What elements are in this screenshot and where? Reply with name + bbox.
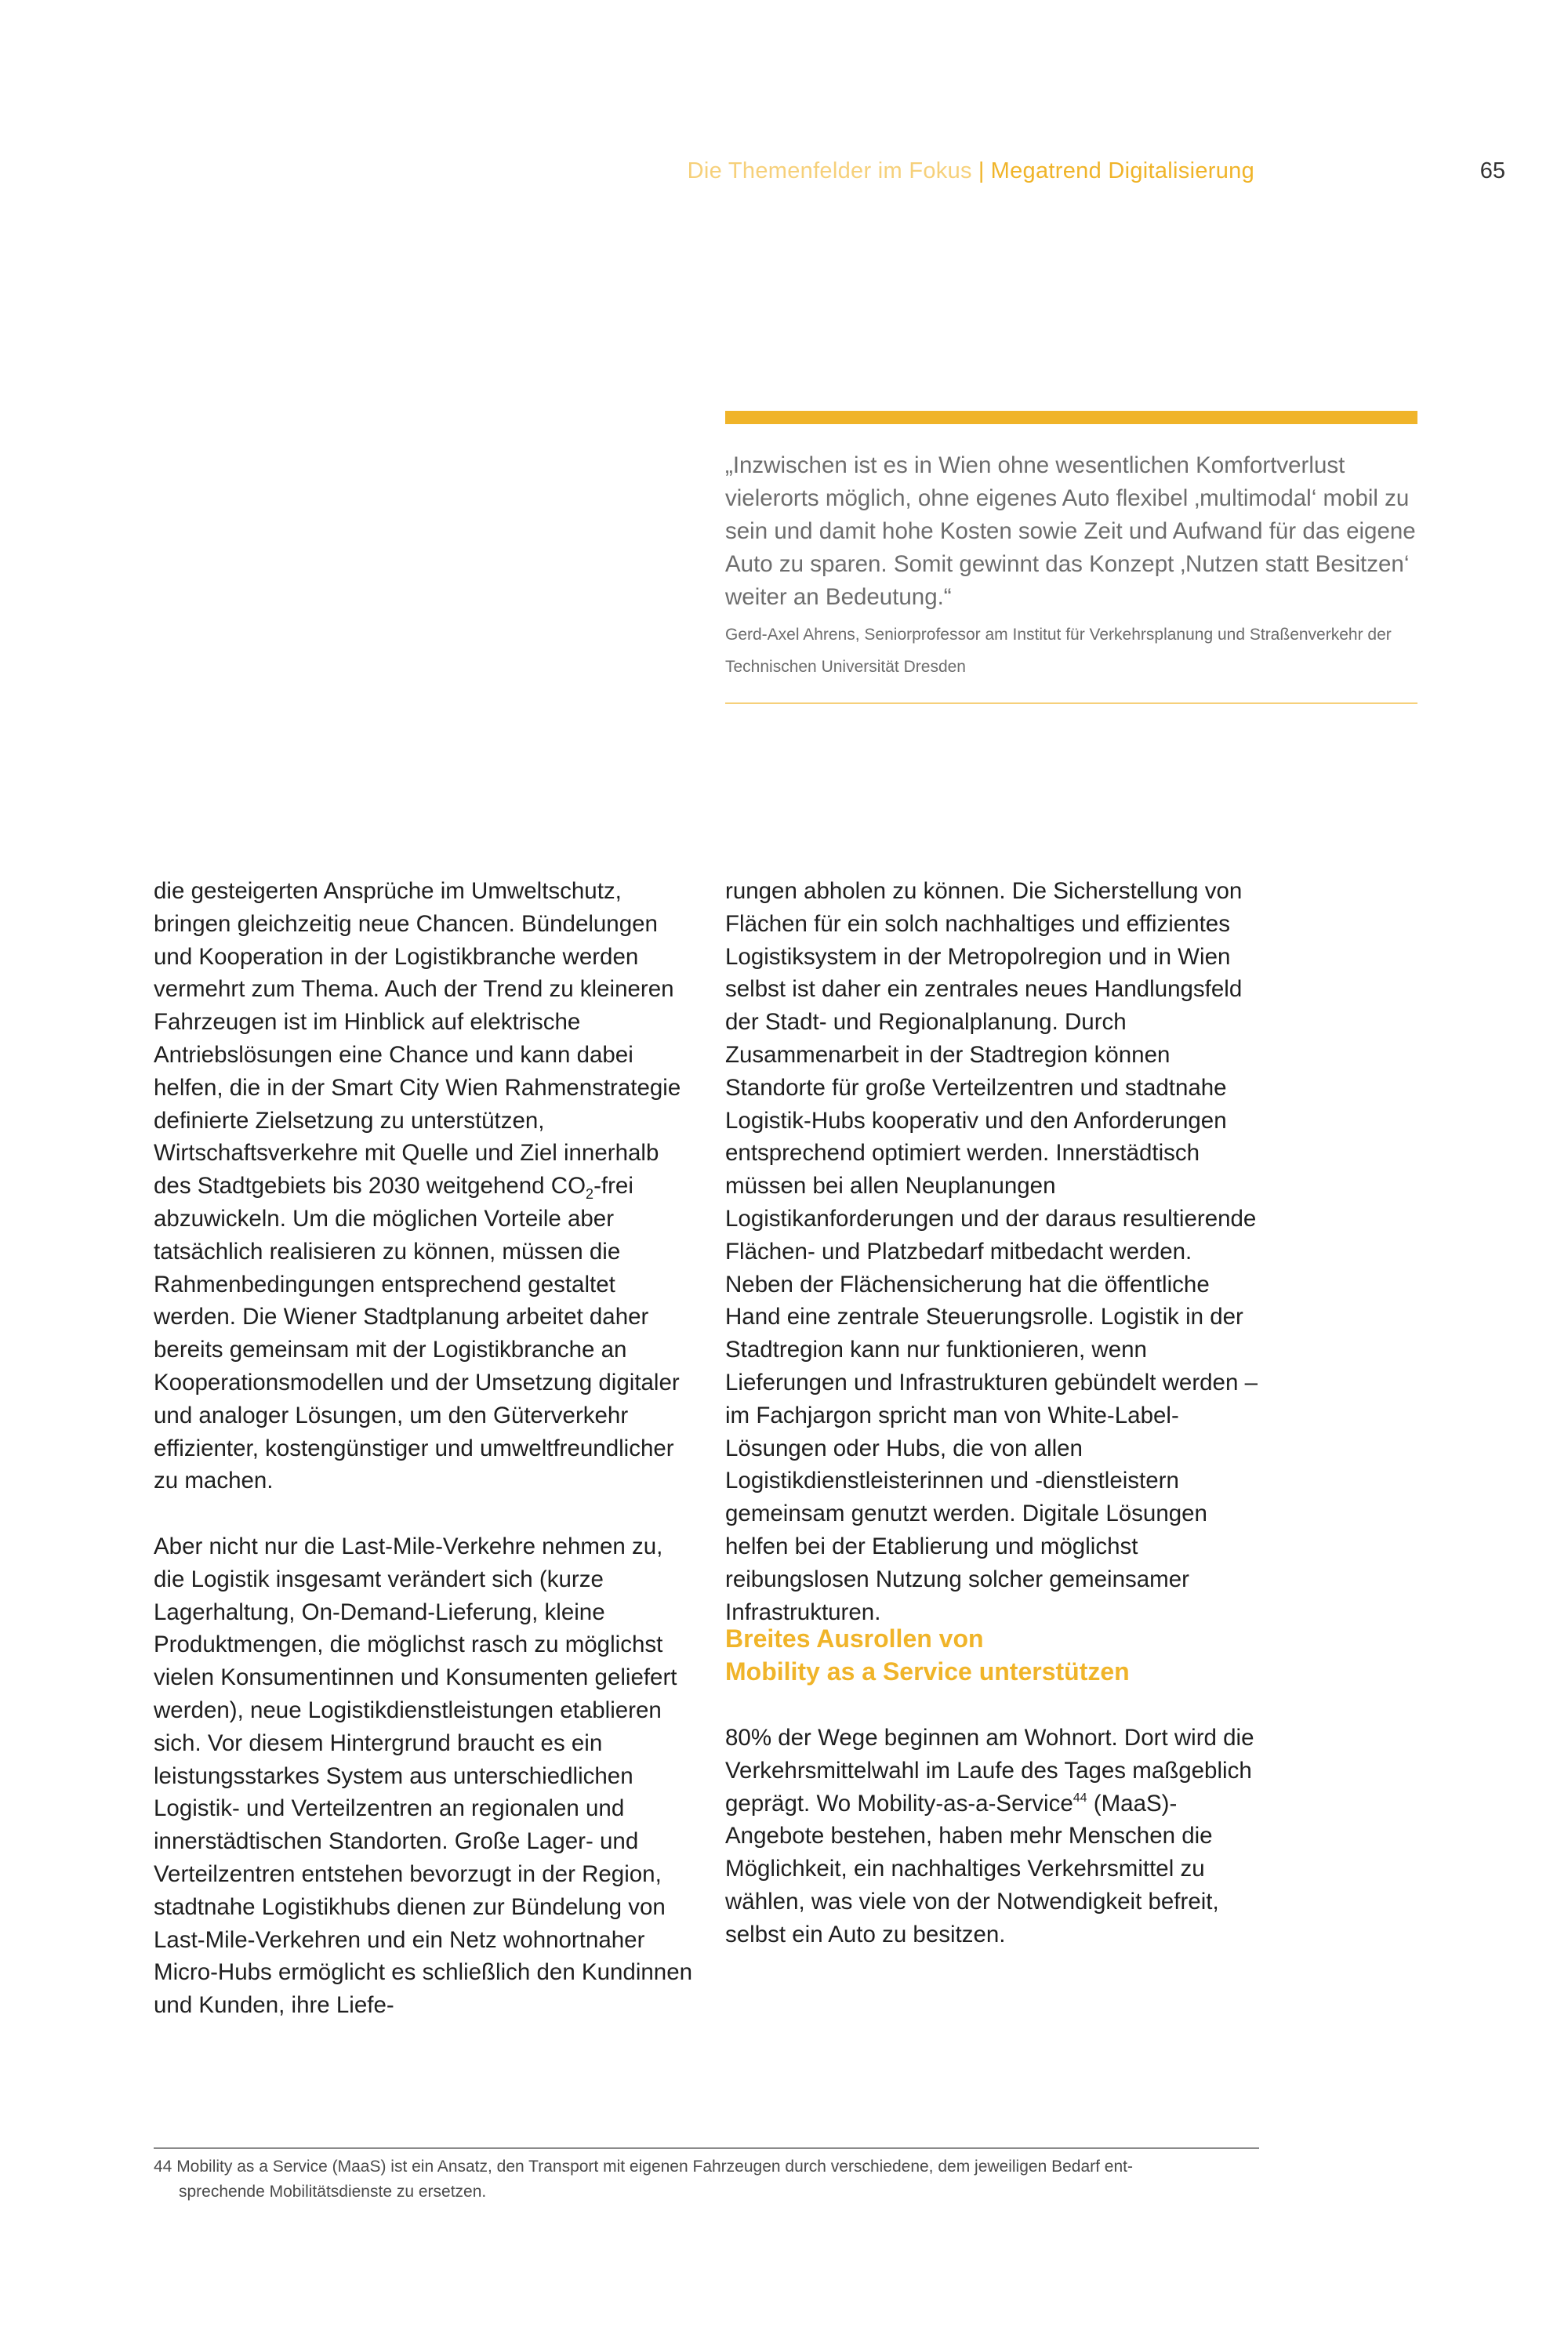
page-number: 65 — [1479, 158, 1505, 183]
maas-section-body — [725, 1722, 1266, 1951]
quote-divider — [725, 702, 1417, 704]
quote-accent-bar — [725, 411, 1417, 424]
maas-heading-line-1: Breites Ausrollen von — [725, 1624, 984, 1653]
footnote-divider — [154, 2147, 1259, 2149]
co2-subscript: 2 — [586, 1186, 594, 1203]
left-paragraph-2: Aber nicht nur die Last-Mile-Verkehre nehmen zu, die Logistik insgesamt verändert sich (kurze Lagerhaltung, On-Demand-Lieferung, kleine Produktmengen, die möglichst rasch zu möglichst vielen Konsumentinnen und Konsumenten geliefert werden), neue Logistikdienstleistungen etablieren sich. Vor diesem Hintergrund braucht es ein leistungsstarkes System aus unterschiedlichen Logistik- und Verteilzentren an regionalen und innerstädtischen Standorten. Große Lager- und Verteilzentren entstehen bevorzugt in der Region, stadtnahe Logistikhubs dienen zur Bündelung von Last-Mile-Verkehren und ein Netz wohnortnaher Micro-Hubs ermöglicht es schließlich den Kundinnen und Kunden, ihre Liefe- — [154, 1533, 693, 2019]
footnote-reference-44[interactable]: 44 — [1073, 1791, 1087, 1805]
right-text-column — [725, 875, 1266, 1628]
left-paragraph-1 — [154, 875, 695, 1497]
header-topic-title: Megatrend Digitalisierung — [990, 158, 1254, 183]
maas-paragraph-part1: 80% der Wege beginnen am Wohnort. Dort wird die Verkehrsmittelwahl im Laufe des Tages maßgeblich geprägt. Wo Mobility-as-a-Service — [725, 1725, 1254, 1817]
right-paragraph-1: rungen abholen zu können. Die Sicherstellung von Flächen für ein solch nachhaltiges und effizientes Logistiksystem in der Metropolregion und in Wien selbst ist daher ein zentrales neues Handlungsfeld der Stadt- und Regionalplanung. Durch Zusammenarbeit in der Stadtregion können Standorte für große Verteilzentren und stadtnahe Logistik-Hubs kooperativ und den Anforderungen entsprechend optimiert werden. Innerstädtisch müssen bei allen Neuplanungen Logistikanforderungen und der daraus resultierende Flächen- und Platzbedarf mitbedacht werden. Neben der Flächensicherung hat die öffentliche Hand eine zentrale Steuerungsrolle. Logistik in der Stadtregion kann nur funktionieren, wenn Lieferungen und Infrastrukturen gebündelt werden – im Fachjargon spricht man von White-Label-Lösungen oder Hubs, die von allen Logistikdienstleisterinnen und -dienstleistern gemeinsam genutzt werden. Digitale Lösungen helfen bei der Etablierung und möglichst reibungslosen Nutzung solcher gemeinsamer Infrastrukturen. — [725, 878, 1258, 1625]
left-text-column — [154, 875, 695, 2022]
footnote-line-2: sprechende Mobilitätsdienste zu ersetzen. — [179, 2183, 487, 2201]
header-separator: | — [978, 158, 985, 183]
pull-quote-text: „Inzwischen ist es in Wien ohne wesentlichen Komfortverlust vielerorts möglich, ohne eigenes Auto flexibel ‚multimodal‘ mobil zu sein und damit hohe Kosten sowie Zeit und Aufwand für das eigene Auto zu sparen. Somit gewinnt das Konzept ‚Nutzen statt Besitzen‘ weiter an Bedeutung.“ — [725, 452, 1416, 610]
running-header — [549, 158, 1254, 184]
maas-paragraph — [725, 1722, 1266, 1951]
footnote-line-1: 44 Mobility as a Service (MaaS) ist ein Ansatz, den Transport mit eigenen Fahrzeugen durch verschiedene, dem jeweiligen Bedarf ent- — [154, 2158, 1133, 2176]
header-section-title: Die Themenfelder im Fokus — [687, 158, 972, 183]
left-paragraph-1-part1: die gesteigerten Ansprüche im Umweltschutz, bringen gleichzeitig neue Chancen. Bündelungen und Kooperation in der Logistikbranche werden vermehrt zum Thema. Auch der Trend zu kleineren Fahrzeugen ist im Hinblick auf elektrische Antriebslösungen eine Chance und kann dabei helfen, die in der Smart City Wien Rahmenstrategie definierte Zielsetzung zu unterstützen, Wirtschaftsverkehre mit Quelle und Ziel innerhalb des Stadtgebiets bis 2030 weitgehend CO — [154, 878, 681, 1200]
maas-heading-line-2: Mobility as a Service unterstützen — [725, 1657, 1130, 1686]
left-paragraph-1-part2: -frei abzuwickeln. Um die möglichen Vorteile aber tatsächlich realisieren zu können, müssen die Rahmenbedingungen entsprechend gestaltet werden. Die Wiener Stadtplanung arbeitet daher bereits gemeinsam mit der Logistikbranche an Kooperationsmodellen und der Umsetzung digitaler und analoger Lösungen, um den Güterverkehr effizienter, kostengünstiger und umweltfreundlicher zu machen. — [154, 1173, 680, 1494]
maas-paragraph-part2: (MaaS)-Angebote bestehen, haben mehr Menschen die Möglichkeit, ein nachhaltiges Verkehrsmittel zu wählen, was viele von der Notwendigkeit befreit, selbst ein Auto zu besitzen. — [725, 1790, 1219, 1947]
pull-quote-attribution: Gerd-Axel Ahrens, Seniorprofessor am Institut für Verkehrsplanung und Straßenverkehr der Technischen Universität Dresden — [725, 626, 1392, 676]
footnote-44 — [154, 2154, 1259, 2205]
maas-section-heading — [725, 1622, 1266, 1688]
